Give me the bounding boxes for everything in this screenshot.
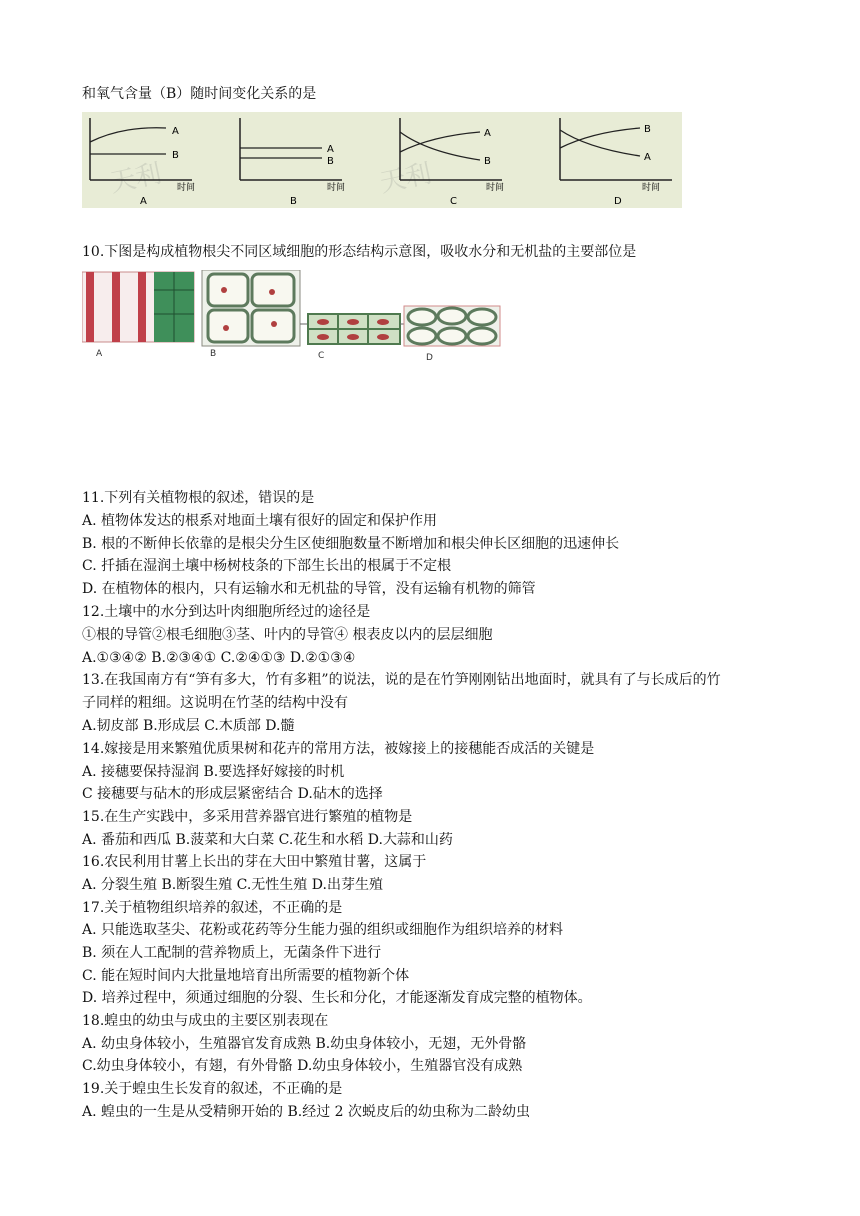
text-line-24: D. 培养过程中，须通过细胞的分裂、生长和分化，才能逐渐发育成完整的植物体。 xyxy=(82,990,592,1006)
oxygen-graph-figure xyxy=(82,112,682,208)
root-panel-a xyxy=(82,272,194,359)
root-panel-d xyxy=(404,306,500,362)
root-panel-b-label: B xyxy=(210,349,217,359)
text-line-0: 和氧气含量（B）随时间变化关系的是 xyxy=(82,86,317,102)
root-panel-a-label: A xyxy=(96,349,103,359)
graph-c-curve-a: A xyxy=(484,128,491,139)
text-line-13: 14.嫁接是用来繁殖优质果树和花卉的常用方法，被嫁接上的接穗能否成活的关键是 xyxy=(82,741,595,757)
text-line-21: A. 只能选取茎尖、花粉或花药等分生能力强的组织或细胞作为组织培养的材料 xyxy=(82,922,564,938)
text-line-19: A. 分裂生殖 B.断裂生殖 C.无性生殖 D.出芽生殖 xyxy=(82,877,383,893)
text-line-25: 18.蝗虫的幼虫与成虫的主要区别表现在 xyxy=(82,1013,329,1029)
graph-b-panel-label: B xyxy=(290,196,297,207)
text-line-20: 17.关于植物组织培养的叙述，不正确的是 xyxy=(82,900,343,916)
text-line-15: C 接穗要与砧木的形成层紧密结合 D.砧木的选择 xyxy=(82,786,383,802)
text-line-11: 子同样的粗细。这说明在竹茎的结构中没有 xyxy=(82,695,348,711)
graph-d-panel-label: D xyxy=(614,196,622,207)
svg-text:天利: 天利 xyxy=(107,158,165,199)
graph-a-curve-a: A xyxy=(172,126,179,137)
text-line-7: 12.土壤中的水分到达叶肉细胞所经过的途径是 xyxy=(82,604,371,620)
graph-b-axis-label: 时间 xyxy=(327,183,346,193)
text-line-2: 11.下列有关植物根的叙述，错误的是 xyxy=(82,490,315,506)
text-line-14: A. 接穗要保持湿润 B.要选择好嫁接的时机 xyxy=(82,764,345,780)
graph-b-curve-a: A xyxy=(327,144,334,155)
text-line-12: A.韧皮部 B.形成层 C.木质部 D.髓 xyxy=(82,718,295,734)
text-line-22: B. 须在人工配制的营养物质上，无菌条件下进行 xyxy=(82,945,382,961)
graph-c-curve-b: B xyxy=(484,156,491,167)
text-line-3: A. 植物体发达的根系对地面土壤有很好的固定和保护作用 xyxy=(82,513,438,529)
root-panel-c xyxy=(300,314,404,361)
text-line-27: C.幼虫身体较小，有翅，有外骨骼 D.幼虫身体较小，生殖器官没有成熟 xyxy=(82,1058,523,1074)
root-panel-c-label: C xyxy=(318,351,325,361)
text-line-16: 15.在生产实践中，多采用营养器官进行繁殖的植物是 xyxy=(82,809,413,825)
text-line-6: D. 在植物体的根内，只有运输水和无机盐的导管，没有运输有机物的筛管 xyxy=(82,581,536,597)
text-line-17: A. 番茄和西瓜 B.菠菜和大白菜 C.花生和水稻 D.大蒜和山药 xyxy=(82,832,453,848)
graph-a-panel-label: A xyxy=(140,196,147,207)
text-line-1: 10.下图是构成植物根尖不同区域细胞的形态结构示意图，吸收水分和无机盐的主要部位是 xyxy=(82,244,637,260)
graph-a-curve-b: B xyxy=(172,150,179,161)
graph-b xyxy=(240,118,345,207)
text-line-18: 16.农民利用甘薯上长出的芽在大田中繁殖甘薯，这属于 xyxy=(82,854,427,870)
root-panel-b xyxy=(202,270,300,359)
text-line-8: ①根的导管②根毛细胞③茎、叶内的导管④ 根表皮以内的层层细胞 xyxy=(82,627,493,643)
root-cells-figure xyxy=(82,270,502,362)
graph-d-axis-label: 时间 xyxy=(642,183,661,193)
graph-d-curve-b: B xyxy=(644,124,651,135)
text-line-29: A. 蝗虫的一生是从受精卵开始的 B.经过 2 次蜕皮后的幼虫称为二龄幼虫 xyxy=(82,1104,531,1120)
text-line-10: 13.在我国南方有“笋有多大，竹有多粗”的说法，说的是在竹笋刚刚钻出地面时，就具有了与长成后的竹 xyxy=(82,672,721,688)
text-line-28: 19.关于蝗虫生长发育的叙述，不正确的是 xyxy=(82,1081,343,1097)
graph-a-axis-label: 时间 xyxy=(177,183,196,193)
text-line-26: A. 幼虫身体较小，生殖器官发育成熟 B.幼虫身体较小，无翅，无外骨骼 xyxy=(82,1036,527,1052)
graph-d xyxy=(560,118,672,207)
graph-d-curve-a: A xyxy=(644,152,651,163)
text-line-4: B. 根的不断伸长依靠的是根尖分生区使细胞数量不断增加和根尖伸长区细胞的迅速伸长 xyxy=(82,536,620,552)
graph-b-curve-b: B xyxy=(327,156,334,167)
root-panel-d-label: D xyxy=(426,353,433,362)
text-line-23: C. 能在短时间内大批量地培育出所需要的植物新个体 xyxy=(82,968,410,984)
graph-c-axis-label: 时间 xyxy=(486,183,505,193)
text-line-5: C. 扦插在湿润土壤中杨树枝条的下部生长出的根属于不定根 xyxy=(82,558,452,574)
text-line-9: A.①③④② B.②③④① C.②④①③ D.②①③④ xyxy=(82,650,356,666)
svg-text:天利: 天利 xyxy=(377,158,435,199)
graph-c-panel-label: C xyxy=(450,196,457,207)
